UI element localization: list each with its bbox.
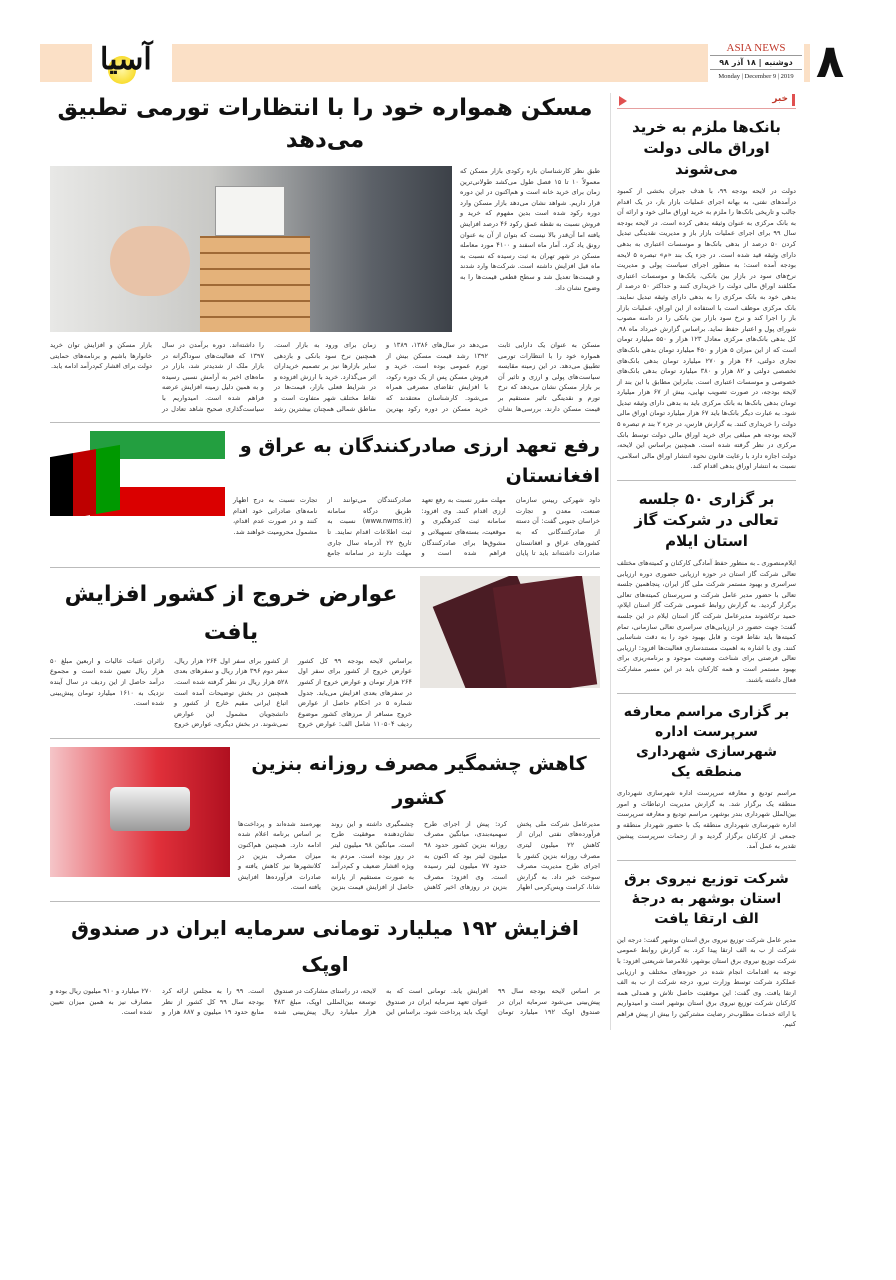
sidebar-article-title: بر گزاری ۵۰ جلسه تعالی در شرکت گاز استان ایلام <box>634 490 779 551</box>
article-body: داود شهرکی رییس سازمان صنعت، معدن و تجارت خراسان جنوبی گفت: آن دسته از صادرکنندگانی که به کشورهای عراق و افغانستان صادرات داشته‌اند باید تا پایان مهلت مقرر نسبت به رفع تعهد ارزی اقدام کنند. وی افزود: سامانه ثبت کدرهگیری و موقعیت، بسته‌های تسهیلاتی و مشوق‌ها برای صادرکنندگان فراهم شده است و صادرکنندگان می‌توانند از طریق درگاه سامانه (www.nwms.ir) نسبت به ثبت اطلاعات اقدام نمایند. تا تاریخ ۲۲ آذرماه سال جاری مهلت دارند در سامانه جامع تجارت نسبت به درج اظهار نامه‌های صادراتی خود اقدام کنند و در صورت عدم اقدام، مشمول محرومیت خواهند شد. <box>233 496 600 558</box>
divider <box>50 422 600 423</box>
article3-content <box>50 576 412 730</box>
section-bar <box>617 93 796 109</box>
article-headline: افزایش ۱۹۲ میلیارد تومانی سرمایه ایران در صندوق اوپک <box>71 916 579 977</box>
header-band-left <box>40 44 92 82</box>
passports-image <box>420 576 600 688</box>
article-body: بر اساس لایحه بودجه سال ۹۹ پیش‌بینی می‌شود سرمایه ایران در صندوق اوپک ۱۹۲ میلیارد تومان افزایش یابد. تومانی است که به عنوان تعهد سرمایه ایران در صندوق اوپک باید پرداخت شود. براساس این لایحه، در راستای مشارکت در صندوق توسعه بین‌المللی اوپک، مبلغ ۴۸۳ هزار میلیارد ریال پیش‌بینی شده است. ۹۹ را به مجلس ارائه کرد بودجه سال ۹۹ کل کشور از نظر منابع حدود ۱۹ میلیون و ۸۸۷ هزار و ۲۷۰ میلیارد و ۹۱۰ میلیون ریال بوده و مصارف نیز به همین میزان تعیین شده است. <box>50 987 600 1017</box>
article-headline: مسکن همواره خود را با انتظارات تورمی تطبیق می‌دهد <box>57 95 593 153</box>
article-headline: رفع تعهد ارزی صادرکنندگان به عراق و افغانستان <box>239 435 600 488</box>
date-en: Monday | December 9 | 2019 <box>718 73 794 80</box>
play-icon <box>619 96 627 106</box>
house-model <box>215 186 285 236</box>
brand-en: ASIA NEWS <box>710 42 802 56</box>
sidebar-article-title: شرکت توزیع نیروی برق استان بوشهر به درجهٔ الف ارتقا یافت <box>624 870 789 927</box>
header-band <box>172 44 708 82</box>
section-marker <box>792 94 795 106</box>
divider <box>50 738 600 739</box>
date-fa: دوشنبه | ۱۸ آذر ۹۸ <box>710 56 802 70</box>
article3 <box>50 576 600 730</box>
sidebar <box>610 93 800 1030</box>
section-label: خبر <box>772 94 788 104</box>
afghan-flag <box>50 445 120 516</box>
divider <box>617 860 796 861</box>
divider <box>50 901 600 902</box>
article2-content <box>233 431 600 559</box>
article-body: مدیرعامل شرکت ملی پخش فرآورده‌های نفتی ایران از کاهش ۲۲ میلیون لیتری مصرف روزانه بنزین کشور با اجرای طرح مدیریت مصرف سوخت خبر داد. به گزارش شانا، کرامت ویس‌کرمی اظهار کرد: پیش از اجرای طرح سهمیه‌بندی، میانگین مصرف روزانه بنزین کشور حدود ۹۸ میلیون لیتر بود که اکنون به حدود ۷۷ میلیون لیتر رسیده است. وی افزود: مصرف بنزین در روزهای اخیر کاهش چشمگیری داشته و این روند نشان‌دهنده موفقیت طرح است. میانگین ۹۸ میلیون لیتر در روز بوده است. مردم به ویژه اقشار ضعیف و کم‌درآمد به صورت مستقیم از یارانه حاصل از افزایش قیمت بنزین بهره‌مند شده‌اند و پرداخت‌ها بر اساس برنامه اعلام شده ادامه دارد. همچنین هم‌اکنون میزان مصرف بنزین در کلانشهرها نیز کاهش یافته و صادرات فرآورده‌ها افزایش یافته است. <box>238 819 600 892</box>
main-column <box>50 92 600 1018</box>
article4-content <box>238 747 600 893</box>
page-number-band <box>804 44 810 82</box>
article-headline: عوارض خروج از کشور افزایش یافت <box>64 581 398 645</box>
sidebar-article-title: بر گزاری مراسم معارفه سرپرست اداره شهرسازی شهرداری منطقه یک <box>623 704 790 781</box>
article2 <box>50 431 600 559</box>
article-headline: کاهش چشمگیر مصرف روزانه بنزین کشور <box>251 752 587 809</box>
nozzle <box>110 787 190 831</box>
hand <box>110 226 190 296</box>
logo <box>94 40 166 86</box>
fuel-nozzle-image <box>50 747 230 877</box>
divider <box>50 567 600 568</box>
sidebar-article-body: ایلام‌منصوری ـ به منظور حفظ آمادگی کارکنان و کمیته‌های مختلف تعالی شرکت گاز استان در حوزه ارزیابی حضوری دوره ارزیابی سراسری و بهبود مستمر شرکت ملی گاز ایران، پنجاهمین جلسه تعالی با حضور مدیر عامل شرکت و سرپرستان کمیته‌های تعالی برگزار گردید. به گزارش روابط عمومی شرکت گاز استان ایلام، حمید ترکاشوند مدیرعامل شرکت گاز استان ایلام در این جلسه گفت: جهت حضور در ارزیابی‌های سراسری تعالی سازمانی، تمام کمیته‌ها باید نقاط قوت و قابل بهبود خود را به دقت شناسایی کنند. وی با اشاره به اهمیت مستندسازی فعالیت‌ها افزود: ارزیابی تعالی فرصتی برای شناخت وضعیت موجود و برنامه‌ریزی برای بهبود مستمر است و همه کارکنان باید در این مسیر مشارکت فعال داشته باشند. <box>617 559 796 684</box>
passport <box>493 576 597 688</box>
article-lead: طبق نظر کارشناسان بازه رکودی بازار مسکن که معمولاً ۱۰ تا ۱۵ فصل طول می‌کشد طولانی‌ترین زمان برای خرید خانه است و هم‌اکنون در این دوره قرار داریم. شواهد نشان می‌دهد بازار مسکن وارد دوره رکود شده است بدین مفهوم که خرید و فروش نسبت به نقطه عمق رکود ۴۶ درصد افزایش یافته اما آن‌قدر بالا نیست که بتوان از آن به عنوان رونق یاد کرد. آمار ماه اسفند و ۴۱۰۰ مورد معامله مسکن در شهر تهران به ثبت رسیده که نسبت به ماه قبل افزایش داشته است. شرکت‌ها وارد شدند و قیمت‌ها تعدیل شد و سطح قطعی قیمت‌ها را به وضوح نشان داد. <box>460 167 600 292</box>
flags-image <box>50 431 225 516</box>
sidebar-article-body: مراسم تودیع و معارفه سرپرست اداره شهرسازی شهرداری منطقه یک برگزار شد. به گزارش مدیریت ارتباطات و امور بین‌الملل شهرداری بندر بوشهر، مراسم تودیع و معارفه سرپرست اداره شهرسازی شهرداری منطقه یک با حضور شهردار منطقه و جمعی از کارکنان برگزار گردید و از زحمات سرپرست پیشین تقدیر به عمل آمد. <box>617 789 796 851</box>
page-number: ۸ <box>816 34 845 88</box>
sidebar-article-title: بانک‌ها ملزم به خرید اوراق مالی دولت می‌شوند <box>632 118 781 178</box>
article-body: مسکن به عنوان یک دارایی ثابت همواره خود را با انتظارات تورمی تطبیق می‌دهد. در این زمینه مقایسه سیاست‌های پولی و ارزی و تاثیر آن بر بازار مسکن نشان می‌دهد که نرخ تورم و نقدینگی تاثیر مستقیم بر قیمت مسکن دارند. بررسی‌ها نشان می‌دهد در سال‌های ۱۳۸۶، ۱۳۸۹ و ۱۳۹۲ رشد قیمت مسکن بیش از تورم عمومی بوده است. خرید و فروش مسکن پس از یک دوره رکود، با افزایش تقاضای مصرفی همراه می‌شود. کارشناسان معتقدند که خرید مسکن در دوره رکود بهترین زمان برای ورود به بازار است. همچنین نرخ سود بانکی و بازدهی سایر بازارها نیز بر تصمیم خریداران اثر می‌گذارد. خرید با ارزش افزوده و در شرایط فعلی بازار، قیمت‌ها در نقاط مختلف شهر متفاوت است و مناطق شمالی همچنان بیشترین رشد را داشته‌اند. دوره برآمدن در سال ۱۳۹۷ که فعالیت‌های سوداگرانه در بازار ملک از شدیدتر شد، بازار در ماه‌های اخیر به آرامش نسبی رسیده و به همین دلیل زمینه افزایش عرضه فراهم شده است. امیدواریم با سیاست‌گذاری صحیح شاهد تعادل در بازار مسکن و افزایش توان خرید خانوارها باشیم و برنامه‌های حمایتی دولت برای اقشار کم‌درآمد ادامه یابد. <box>50 341 600 413</box>
sidebar-article-body: دولت در لایحه بودجه ۹۹، با هدف جبران بخشی از کمبود درآمدهای نفتی، به بهانه اجرای عملیات بازار باز، در یک اقدام جالب و تاریخی بانک‌ها را ملزم به خرید اوراق مالی خود و ارائه آن به بانک مرکزی به عنوان وثیقه بدهی کرده است. در لایحه بودجه سال ۹۹ برای اجرای عملیات بازار باز و مدیریت نقدینگی تبدیل کردن ۵۰ درصد از بدهی بانک‌ها و موسسات اعتباری به بدهی دارای وثیقه قید شده است. در جزء یک بند «م» تبصره ۵ لایحه بودجه آمده است: به منظور اجرای سیاست پولی و مدیریت نرخ‌های سود در بازار بین بانکی، بانک‌ها و موسسات اعتباری مکلفند اوراق مالی دولت را خریداری کنند و حداکثر ۵۰ درصد از بدهی خود به بانک مرکزی را به بدهی دارای وثیقه تبدیل نمایند. بانک مرکزی موظف است با استفاده از این اوراق، عملیات بازار باز را اجرا کند و نرخ سود بازار بین بانکی را در دامنه مصوب شورای پول و اعتبار حفظ نماید. براساس گزارش خبرداد ماه ۹۸، کل بدهی بانک‌های مرکزی معادل ۱۲۳ هزار و ۵۵۰ میلیارد تومان است که از این میزان ۵ هزار و ۴۵۰ میلیارد تومان بدهی بانک‌های تجاری دولتی، ۴۶ هزار و ۲۷۰ میلیارد تومان بدهی بانک‌های تخصصی دولتی و ۸۲ هزار و ۳۸۰ میلیارد تومان بدهی بانک‌های خصوصی و موسسات اعتباری است. بنابراین مطابق با این بند از لایحه بودجه، در صورت تصویب نهایی، بیش از ۶۷ هزار میلیارد تومان بدهی بانک‌ها به بانک مرکزی باید به بدهی دارای وثیقه تبدیل شود. به عبارت دیگر بانک‌ها باید ۶۷ هزار میلیارد تومان اوراق مالی دولت را خریداری کنند. به گزارش فارس، در جزء ۲ بند م تبصره ۵ لایحه بودجه هم مبلغی برای خرید اوراق مالی دولت توسط بانک مرکزی در نظر گرفته شده است. همچنین براساس این لایحه، دولت اجازه دارد با رعایت قانون نحوه انتشار اوراق مالی اسلامی، نسبت به انتشار اوراق بدهی اقدام کند. <box>617 187 797 471</box>
masthead-box <box>710 42 802 86</box>
divider <box>617 693 796 694</box>
wood-blocks <box>200 236 310 332</box>
logo-text: آسیا <box>100 42 152 77</box>
house-blocks-image <box>50 166 452 332</box>
article4 <box>50 747 600 893</box>
sidebar-article-body: مدیر عامل شرکت توزیع نیروی برق استان بوشهر گفت: درجه این شرکت از ب به الف ارتقا پیدا کرد. به گزارش روابط عمومی شرکت توزیع نیروی برق استان بوشهر، غلامرضا شریعتی افزود: با توجه به اقدامات انجام شده در حوزه‌های مختلف و ارزیابی عملکرد شرکت توسط وزارت نیرو، درجه شرکت از ب به الف ارتقا یافت. وی گفت: این موفقیت حاصل تلاش و همدلی همه کارکنان شرکت توزیع نیروی برق استان بوشهر است و امیدواریم با ارائه خدمات مطلوب‌تر رضایت مشترکین را بیش از پیش فراهم کنیم. <box>617 935 796 1029</box>
article-body: براساس لایحه بودجه ۹۹ کل کشور عوارض خروج از کشور برای سفر اول ۲۶۴ هزار تومان و عوارض خروج از کشور در سفرهای بعدی افزایش می‌یابد. جدول شماره ۵ در احکام حاصل از عوارض خروج مسافر از مرزهای کشور موضوع ردیف ۱۱۰۵۰۴ شامل الف: عوارض خروج از کشور برای سفر اول ۲۶۴ هزار ریال، سفر دوم ۳۹۶ هزار ریال و سفرهای بعدی ۵۲۸ هزار ریال در نظر گرفته شده است. همچنین در بخش توضیحات آمده است اتباع ایرانی مقیم خارج از کشور و دانشجویان مشمول این عوارض نمی‌شوند. در بخش دیگری، عوارض خروج زائران عتبات عالیات و اربعین مبلغ ۵۰ هزار ریال تعیین شده است و مجموع درآمد حاصل از این ردیف در سال آینده نزدیک به ۱۶۱۰ میلیارد تومان پیش‌بینی شده است. <box>50 656 412 729</box>
divider <box>617 480 796 481</box>
article1-top <box>50 166 600 332</box>
